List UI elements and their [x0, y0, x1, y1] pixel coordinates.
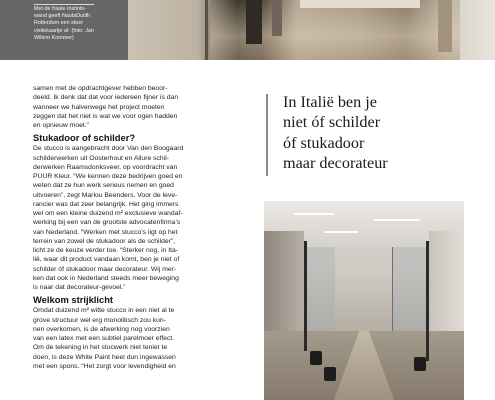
caption-line: Met de fraaie Instinto-: [34, 6, 87, 12]
caption-line: visitekaartje af. (foto: Jan: [34, 27, 94, 34]
pullquote-line: In Italië ben je: [283, 93, 377, 111]
text-line: ken dat ook in Nederland steeds meer beweging: [33, 274, 179, 282]
text-line: terrein van zowel de stukadoor als de schilder”,: [33, 237, 176, 245]
pullquote: [283, 92, 483, 174]
glass-partition: [392, 247, 427, 337]
pullquote-line: óf stukadoor: [283, 133, 365, 152]
text-line: wanneer we halverwege het project moeten: [33, 103, 165, 111]
photo-wall: [429, 231, 464, 341]
ceiling-light: [294, 213, 334, 215]
section-heading: Stukadoor of schilder?: [33, 132, 136, 144]
caption-line: wand geeft NautaDutilh: [34, 13, 91, 20]
text-line: lië, waar dit product vandaan komt, ben je niet of: [33, 256, 180, 264]
photo-door: [438, 0, 452, 52]
text-line: van een latex met een subtiel parelmoer effect.: [33, 335, 175, 342]
caption-line: Rotterdam een stoer: [34, 20, 84, 27]
text-line: uitvoeren”, zegt Marlou Beenders. Voor de leve-: [33, 191, 178, 199]
text-line: werking bij een van de grootste advocatenfirma’s: [33, 219, 181, 227]
office-chair: [310, 351, 322, 365]
text-line: rancier was dat zeer belangrijk. Het ging immers: [33, 200, 179, 208]
caption-rule: [34, 4, 94, 5]
hallway-photo: [0, 0, 495, 60]
photo-ceiling: [300, 0, 420, 8]
text-line: met een spons. “Het zorgt voor levendigheid en: [33, 362, 176, 370]
text-line: zeggen dat het niet is wat we voor ogen hadden: [33, 112, 178, 120]
photo-column: [426, 241, 429, 361]
photo-door: [272, 0, 282, 36]
text-line: deeld. Ik denk dat dat voor iedereen fijner is dan: [33, 94, 179, 102]
photo-caption: [34, 6, 126, 42]
text-line: Om de tekening in het stucwerk niet teniet te: [33, 344, 168, 352]
text-line: De stucco is aangebracht door Van den Boogaard: [33, 145, 184, 153]
body-paragraph: [33, 144, 244, 292]
text-line: en opnieuw moet.”: [33, 122, 89, 129]
photo-column: [304, 241, 307, 351]
text-line: grove structuur wel erg monolitisch zou kun-: [33, 316, 166, 324]
text-line: schilderwerken uit Oosterhout en Allure schil-: [33, 154, 170, 162]
pullquote-rule: [266, 94, 268, 176]
text-line: wel om een kleine duizend m² exclusieve wandaf-: [33, 210, 183, 217]
text-line: PUUR Kleur. “We kennen deze bedrijven goed en: [33, 173, 183, 180]
text-line: is naar dat decorateur-gevoel.”: [33, 284, 126, 291]
caption-panel: [0, 0, 128, 60]
ceiling-light: [374, 219, 420, 221]
text-line: nen overkomen, is de afwerking nog voorzien: [33, 325, 170, 333]
photo-wall: [264, 231, 304, 341]
caption-line: Willem Kommer): [34, 34, 74, 41]
text-line: Omdat duizend m² witte stucco in een niet al te: [33, 307, 175, 315]
office-photo: [264, 201, 464, 400]
glass-partition: [306, 247, 335, 337]
text-line: derwerken Raamsdonksveer, op voordracht van: [33, 163, 178, 171]
pullquote-line: maar decorateur: [283, 154, 388, 173]
text-line: schilder óf stukadoor maar decorateur. Wij mer-: [33, 265, 177, 273]
section-heading: Welkom strijklicht: [33, 294, 114, 306]
text-line: weten dat ze hun werk serieus nemen en goed: [33, 182, 174, 190]
office-chair: [414, 357, 426, 371]
body-paragraph: [33, 306, 244, 371]
office-chair: [324, 367, 336, 381]
photo-door: [246, 0, 262, 44]
text-line: licht ze de keuze verder toe. “Sterker nog, in Ita-: [33, 247, 179, 254]
text-line: doen, is deze White Paint heel dun ingewassen: [33, 353, 176, 361]
photo-door-frame: [205, 0, 208, 60]
ceiling-light: [324, 231, 358, 233]
text-line: samen met de opdrachtgever hebben beoor-: [33, 85, 168, 92]
text-line: van Nederland. “Werken met stucco’s ligt op het: [33, 228, 178, 236]
intro-paragraph: [33, 84, 244, 130]
article-column: [33, 84, 244, 371]
pullquote-line: niet óf schilder: [283, 113, 381, 132]
